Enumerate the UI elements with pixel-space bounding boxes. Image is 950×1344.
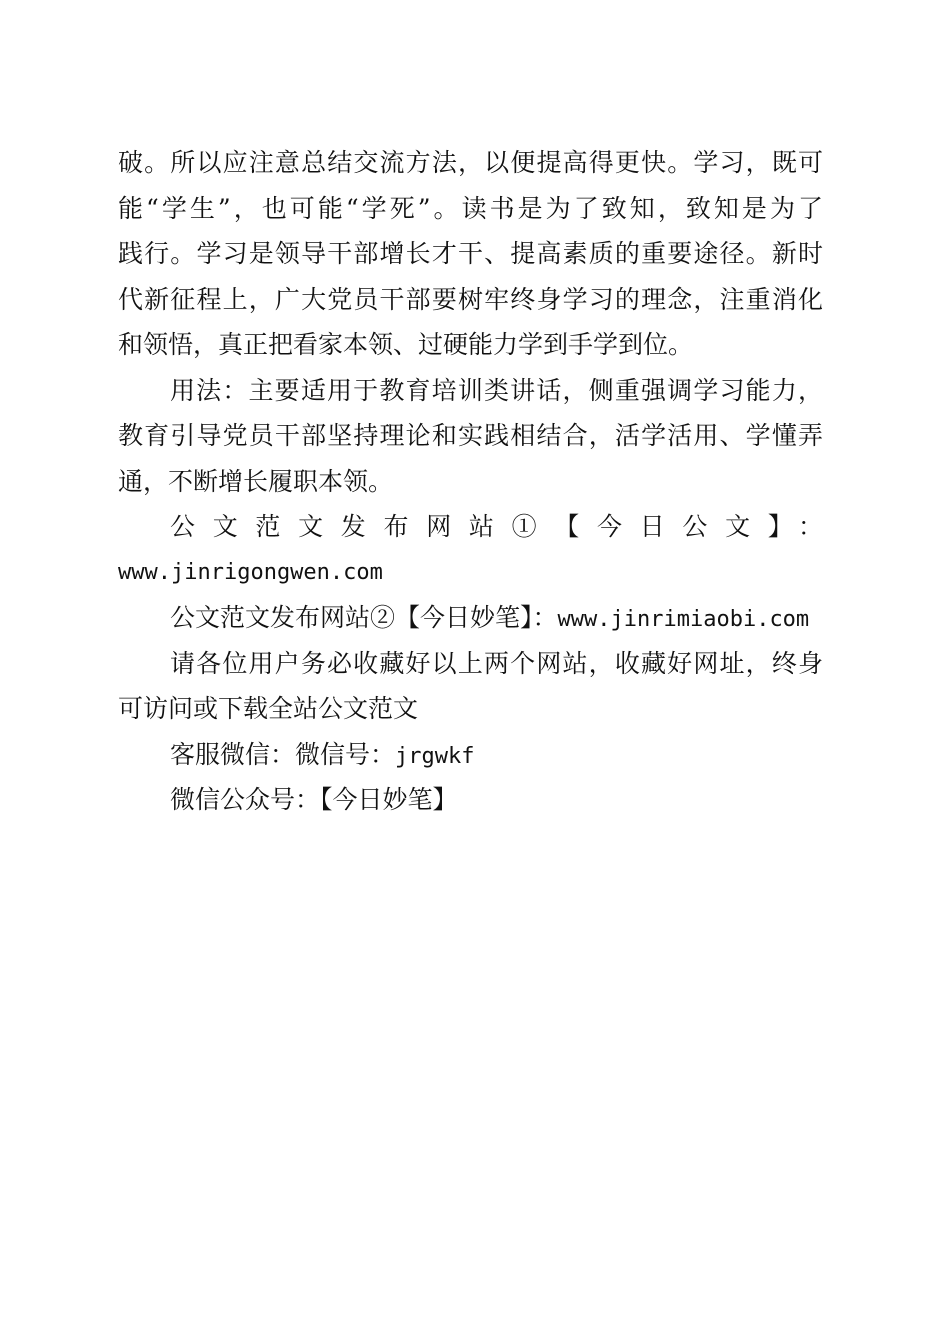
document-body — [118, 140, 823, 823]
notice-paragraph — [118, 641, 823, 732]
website-one — [118, 504, 823, 595]
notice-line: 请各位用户务必收藏好以上两个网站，收藏好网址，终身 — [170, 648, 823, 678]
website-one-label: 公文范文发布网站①【今日公文】： — [170, 512, 823, 541]
paragraph-line: 破。所以应注意总结交流方法，以便提高得更快。学习，既可 — [118, 148, 823, 177]
paragraph-line: 践行。学习是领导干部增长才干、提高素质的重要途径。新时 — [118, 239, 823, 268]
paragraph-line: 和领悟，真正把看家本领、过硬能力学到手学到位。 — [118, 330, 694, 359]
paragraph-line: 代新征程上，广大党员干部要树牢终身学习的理念，注重消化 — [118, 284, 823, 314]
paragraph-usage — [118, 368, 823, 505]
paragraph-line: 用法：主要适用于教育培训类讲话，侧重强调学习能力， — [170, 375, 823, 405]
wechat-service — [118, 732, 823, 778]
website-two-label: 公文范文发布网站②【今日妙笔】： — [170, 603, 558, 632]
paragraph-study-method — [118, 140, 823, 368]
notice-line: 可访问或下载全站公文范文 — [118, 694, 419, 723]
website-two — [118, 595, 823, 641]
wechat-service-label: 客服微信：微信号： — [170, 739, 396, 769]
paragraph-line: 教育引导党员干部坚持理论和实践相结合，活学活用、学懂弄 — [118, 421, 823, 450]
paragraph-line: 能“学生”，也可能“学死”。读书是为了致知，致知是为了 — [118, 193, 823, 223]
paragraph-line: 通，不断增长履职本领。 — [118, 466, 394, 496]
website-two-url[interactable]: www.jinrimiaobi.com — [557, 607, 810, 632]
wechat-official-account: 微信公众号：【今日妙笔】 — [170, 785, 458, 814]
website-one-url[interactable]: www.jinrigongwen.com — [118, 559, 383, 585]
wechat-service-id: jrgwkf — [395, 743, 475, 769]
